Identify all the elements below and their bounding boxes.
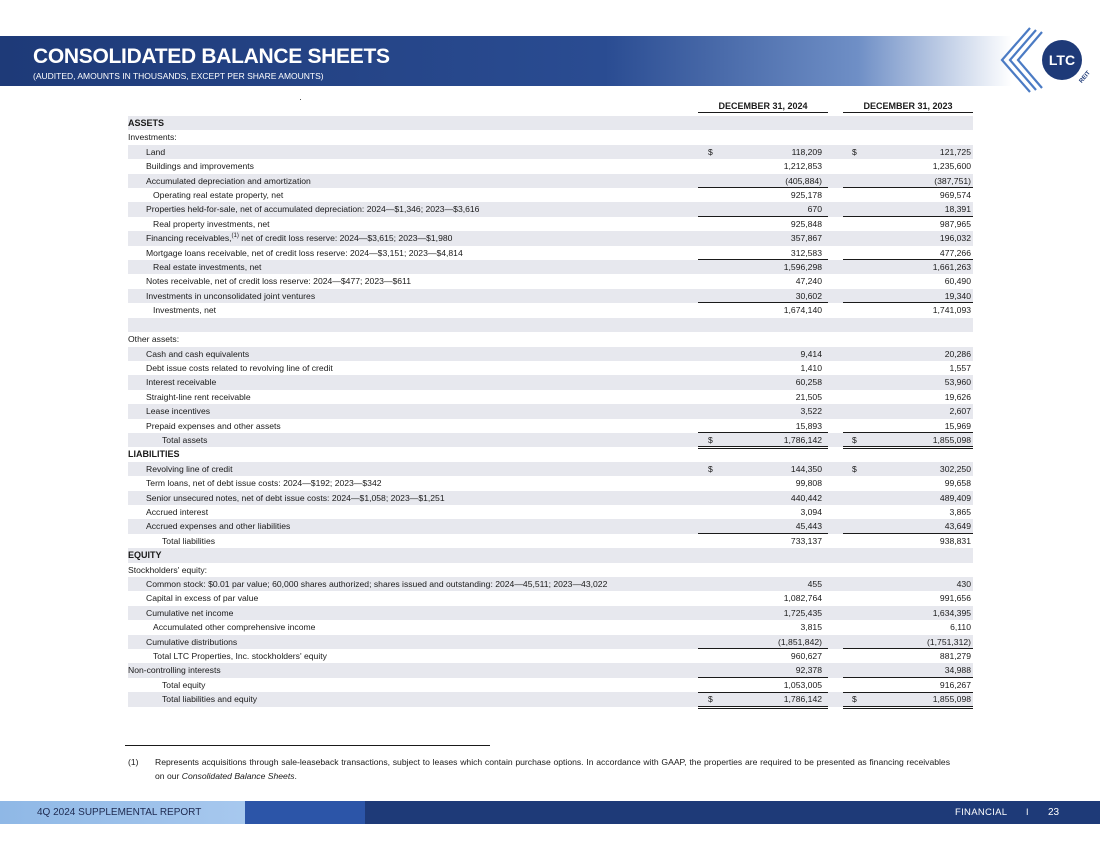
value-2024: 15,893 [795,420,822,431]
table-row [128,375,973,389]
dollar-sign: $ [852,146,857,157]
table-row [128,361,973,375]
row-label: Properties held-for-sale, net of accumulated depreciation: 2024—$1,346; 2023—$3,616 [146,204,480,215]
value-2024: 144,350 [790,463,822,474]
value-2023: 3,865 [949,506,971,517]
value-2023: 60,490 [944,276,971,287]
value-2024: 47,240 [795,276,822,287]
table-row [128,289,973,303]
row-label: Operating real estate property, net [153,190,284,201]
table-row [128,577,973,591]
row-label: ASSETS [128,118,165,128]
row-label: Total liabilities and equity [162,694,258,705]
row-label: Accrued expenses and other liabilities [146,521,291,532]
value-2023: 1,855,098 [932,434,971,445]
row-label: Cash and cash equivalents [146,348,250,359]
table-row [128,548,973,562]
value-2023: 1,855,098 [932,694,971,705]
value-2023: (1,751,312) [927,636,971,647]
value-2024: 357,867 [790,233,822,244]
row-label: Straight-line rent receivable [146,391,251,402]
value-2023: 43,649 [944,521,971,532]
value-2023: 302,250 [939,463,971,474]
row-label: Total equity [162,679,206,690]
table-row [128,476,973,490]
table-row [128,188,973,202]
value-2024: 9,414 [800,348,822,359]
footer-page-number: 23 [1048,807,1060,818]
table-row [128,174,973,188]
page-title: CONSOLIDATED BALANCE SHEETS [33,45,390,68]
value-2024: 1,082,764 [783,593,822,604]
row-label: Real estate investments, net [153,262,262,273]
total-top-rule [698,692,828,693]
value-2024: 45,443 [795,521,822,532]
value-2023: 987,965 [939,218,971,229]
row-label: LIABILITIES [128,449,180,460]
table-row [128,692,973,706]
value-2023: 121,725 [939,146,971,157]
value-2024: 60,258 [795,377,822,388]
footer-separator: I [1026,807,1029,817]
value-2024: 99,808 [795,478,822,489]
row-label: Common stock: $0.01 par value; 60,000 shares authorized; shares issued and outstanding: 2024—45,511; 2023—43,022 [146,579,608,589]
row-label: Lease incentives [146,406,211,417]
row-label: Financing receivables,$^{(1)}$ net of credit loss reserve: 2024—$3,615; 2023—$1,980 [146,233,453,244]
table-rows [128,116,973,707]
table-row [128,563,973,577]
row-label: Stockholders' equity: [128,564,208,575]
stray-dot [300,99,301,100]
table-row [128,260,973,274]
table-row [128,433,973,447]
table-row [128,159,973,173]
table-row [128,231,973,245]
value-2024: 118,209 [791,146,822,157]
row-label: EQUITY [128,550,162,561]
value-2023: 938,831 [939,535,971,546]
value-2023: 34,988 [944,665,971,676]
value-2024: 670 [807,204,822,215]
row-label: Cumulative distributions [146,636,238,647]
value-2024: 3,094 [800,506,822,517]
value-2024: 925,848 [790,218,822,229]
table-row [128,116,973,130]
total-double-rule [843,706,973,709]
table-row [128,534,973,548]
svg-text:REIT: REIT [1078,70,1092,85]
row-label: Notes receivable, net of credit loss reserve: 2024—$477; 2023—$611 [146,276,411,287]
value-2023: 489,409 [939,492,971,503]
table-row [128,606,973,620]
value-2024: 960,627 [790,651,822,662]
table-row [128,130,973,144]
value-2023: 20,286 [944,348,971,359]
value-2024: 1,725,435 [783,607,822,618]
value-2023: 430 [956,579,971,589]
value-2023: 6,110 [950,622,971,633]
value-2023: 1,741,093 [932,305,971,316]
value-2023: 18,391 [944,204,971,215]
page-subtitle: (AUDITED, AMOUNTS IN THOUSANDS, EXCEPT PER SHARE AMOUNTS) [33,71,324,81]
table-row [128,404,973,418]
row-label: Accumulated depreciation and amortization [146,175,311,186]
row-label: Accrued interest [146,506,209,517]
table-row [128,649,973,663]
value-2024: 30,602 [795,290,822,301]
table-row [128,274,973,288]
footer-section: FINANCIAL [955,807,1008,818]
value-2024: 312,583 [790,247,822,258]
value-2024: 1,786,142 [783,694,822,705]
row-label: Total LTC Properties, Inc. stockholders' equity [153,651,327,662]
value-2024: (405,884) [785,175,822,186]
row-label: Prepaid expenses and other assets [146,420,281,431]
table-row [128,202,973,216]
dollar-sign: $ [852,463,857,474]
row-label: Investments, net [153,305,217,316]
row-label: Capital in excess of par value [146,593,259,604]
value-2023: 1,661,263 [932,262,971,273]
table-row [128,519,973,533]
value-2024: 1,410 [800,362,822,373]
value-2024: 3,522 [800,406,822,417]
table-row [128,678,973,692]
value-2024: 1,674,140 [783,305,822,316]
table-row [128,318,973,332]
row-label: Investments in unconsolidated joint ventures [146,290,316,301]
table-row [128,419,973,433]
row-label: Debt issue costs related to revolving line of credit [146,362,333,373]
table-row [128,491,973,505]
total-double-rule [698,706,828,709]
table-row [128,635,973,649]
value-2023: 19,626 [944,391,971,402]
value-2023: 477,266 [939,247,971,258]
table-row [128,505,973,519]
column-header-2023: DECEMBER 31, 2023 [843,101,973,113]
value-2024: 1,596,298 [783,262,822,273]
row-label: Investments: [128,132,177,143]
footnote-mark: (1) [128,757,139,767]
value-2024: 1,053,005 [783,679,822,690]
value-2024: 21,505 [795,391,822,402]
value-2023: 99,658 [944,478,971,489]
table-row [128,332,973,346]
value-2023: (387,751) [934,175,971,186]
value-2023: 969,574 [939,190,971,201]
row-label: Total assets [162,434,208,445]
value-2023: 1,557 [949,362,971,373]
value-2023: 15,969 [944,420,971,431]
footer-report-name: 4Q 2024 SUPPLEMENTAL REPORT [37,807,202,818]
row-label: Term loans, net of debt issue costs: 2024—$192; 2023—$342 [146,478,382,489]
table-row [128,390,973,404]
dollar-sign: $ [708,146,713,157]
footnote-reference: (1) [231,233,239,240]
table-row [128,591,973,605]
value-2024: 440,442 [790,492,822,503]
dollar-sign: $ [708,434,713,445]
ltc-reit-logo [1000,20,1092,100]
value-2024: 925,178 [790,190,822,201]
total-top-rule [843,692,973,693]
svg-text:LTC: LTC [1048,52,1076,68]
table-row [128,303,973,317]
value-2023: 881,279 [939,651,971,662]
row-label: Total liabilities [162,535,216,546]
row-label: Cumulative net income [146,607,234,618]
value-2024: 92,378 [795,665,822,676]
value-2024: 3,815 [800,622,822,633]
table-row [128,447,973,461]
row-label: Interest receivable [146,377,217,388]
footer-accent-mid [245,801,365,824]
value-2023: 916,267 [939,679,971,690]
value-2023: 1,235,600 [932,161,971,172]
dollar-sign: $ [852,694,857,705]
value-2024: 733,137 [790,535,822,546]
value-2024: 455 [807,579,822,589]
value-2023: 991,656 [939,593,971,604]
value-2024: (1,851,842) [778,636,822,647]
footnote-divider [125,745,490,746]
footnote-text: Represents acquisitions through sale-leaseback transactions, subject to leases which contain purchase options. In accordance with GAAP, the properties are required to be presented as financing receivables on our Consolidated Balance Sheets. [155,757,950,781]
table-row [128,246,973,260]
table-row [128,663,973,677]
table-row [128,462,973,476]
row-label: Non-controlling interests [128,665,221,676]
row-label: Other assets: [128,334,180,345]
row-label: Buildings and improvements [146,161,254,172]
table-row [128,620,973,634]
row-label: Senior unsecured notes, net of debt issue costs: 2024—$1,058; 2023—$1,251 [146,492,445,503]
value-2023: 1,634,395 [932,607,971,618]
value-2024: 1,212,853 [783,161,822,172]
row-label: Accumulated other comprehensive income [153,622,316,633]
table-row [128,347,973,361]
dollar-sign: $ [708,463,713,474]
dollar-sign: $ [852,434,857,445]
row-label: Land [146,146,166,157]
value-2023: 2,607 [949,406,971,417]
row-label: Revolving line of credit [146,463,233,474]
value-2023: 53,960 [944,377,971,388]
value-2024: 1,786,142 [783,434,822,445]
table-row [128,217,973,231]
table-row [128,145,973,159]
row-label: Mortgage loans receivable, net of credit loss reserve: 2024—$3,151; 2023—$4,814 [146,247,463,258]
column-header-2024: DECEMBER 31, 2024 [698,101,828,113]
row-label: Real property investments, net [153,218,270,229]
value-2023: 196,032 [939,233,971,244]
dollar-sign: $ [708,694,713,705]
value-2023: 19,340 [944,290,971,301]
